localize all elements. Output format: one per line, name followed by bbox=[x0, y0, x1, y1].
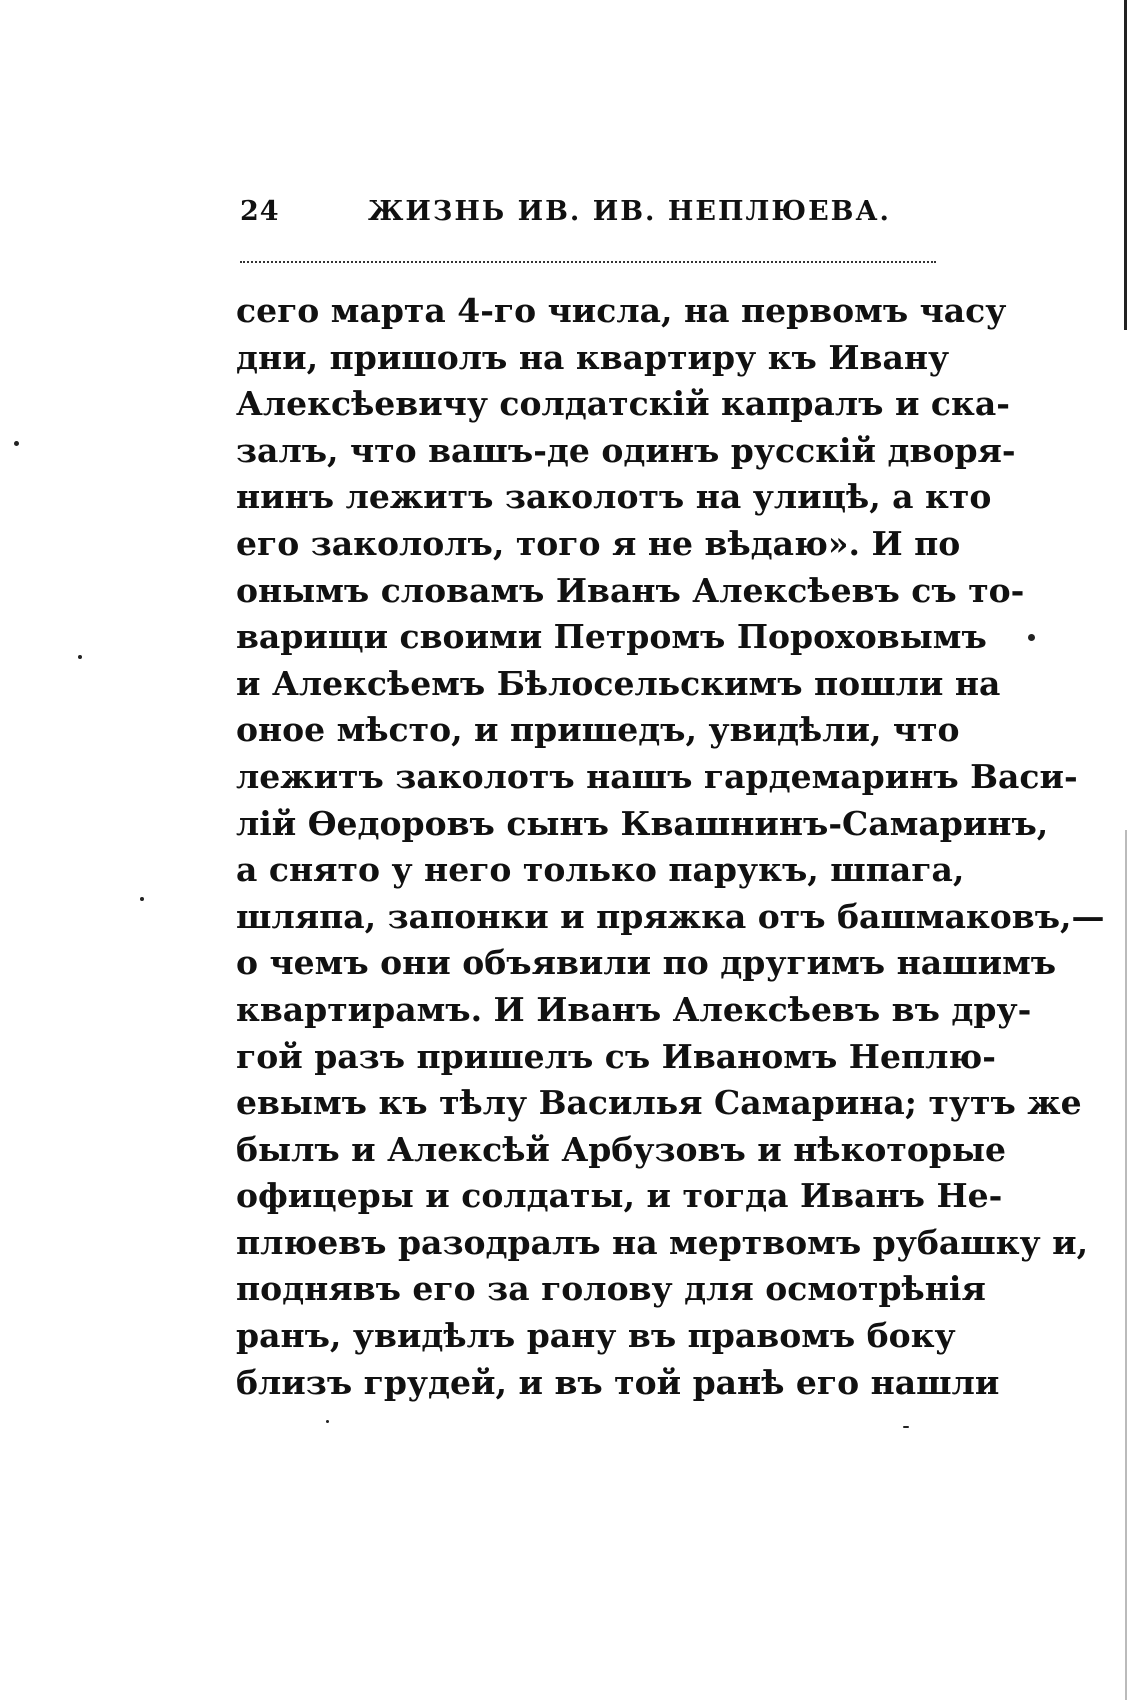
text-line: сего марта 4-го числа, на первомъ часу bbox=[236, 291, 1007, 330]
text-line: о чемъ они объявили по другимъ нашимъ bbox=[236, 943, 1057, 983]
running-title: ЖИЗНЬ ИВ. ИВ. НЕПЛЮЕВА. bbox=[368, 196, 891, 227]
page-number: 24 bbox=[240, 196, 280, 227]
scan-speck bbox=[140, 897, 144, 901]
text-line: квартирамъ. И Иванъ Алексѣевъ въ дру- bbox=[236, 989, 1032, 1029]
text-line: поднявъ его за голову для осмотрѣнія bbox=[236, 1269, 986, 1309]
running-head bbox=[240, 196, 940, 236]
text-line: шляпа, запонки и пряжка отъ башмаковъ,— bbox=[236, 896, 1105, 936]
scan-edge-line bbox=[1125, 830, 1127, 1700]
text-line: оное мѣсто, и пришедъ, увидѣли, что bbox=[236, 710, 960, 750]
text-line: дни, пришолъ на квартиру къ Ивану bbox=[236, 337, 950, 377]
scan-speck bbox=[903, 1426, 909, 1428]
scan-speck bbox=[1028, 634, 1035, 641]
text-line: его закололъ, того я не вѣдаю». И по bbox=[236, 523, 961, 563]
text-line: лежитъ заколотъ нашъ гардемаринъ Васи- bbox=[236, 756, 1078, 796]
text-line: плюевъ разодралъ на мертвомъ рубашку и, bbox=[236, 1222, 1089, 1262]
text-line: близъ грудей, и въ той ранѣ его нашли bbox=[236, 1362, 1000, 1402]
text-line: залъ, что вашъ-де одинъ русскій дворя- bbox=[236, 430, 1016, 470]
text-line: и Алексѣемъ Бѣлосельскимъ пошли на bbox=[236, 663, 1001, 703]
text-line: гой разъ пришелъ съ Иваномъ Неплю- bbox=[236, 1036, 996, 1076]
scan-speck bbox=[14, 441, 19, 446]
header-rule bbox=[240, 261, 936, 263]
text-line: ранъ, увидѣлъ рану въ правомъ боку bbox=[236, 1316, 956, 1356]
text-line: лій Ѳедоровъ сынъ Квашнинъ-Самаринъ, bbox=[236, 803, 1049, 843]
scan-edge-shadow bbox=[1124, 0, 1127, 330]
body-text bbox=[236, 288, 1105, 1406]
text-line: варищи своими Петромъ Пороховымъ bbox=[236, 617, 987, 657]
scan-speck bbox=[326, 1420, 329, 1423]
scan-speck bbox=[78, 655, 82, 659]
text-line: Алексѣевичу солдатскій капралъ и ска- bbox=[236, 384, 1010, 424]
text-line: нинъ лежитъ заколотъ на улицѣ, а кто bbox=[236, 477, 992, 517]
text-line: онымъ словамъ Иванъ Алексѣевъ съ то- bbox=[236, 570, 1025, 610]
text-line: а снято у него только парукъ, шпага, bbox=[236, 850, 965, 890]
text-line: евымъ къ тѣлу Василья Самарина; тутъ же bbox=[236, 1083, 1082, 1123]
text-line: былъ и Алексѣй Арбузовъ и нѣкоторые bbox=[236, 1129, 1007, 1169]
text-line: офицеры и солдаты, и тогда Иванъ Не- bbox=[236, 1176, 1003, 1216]
